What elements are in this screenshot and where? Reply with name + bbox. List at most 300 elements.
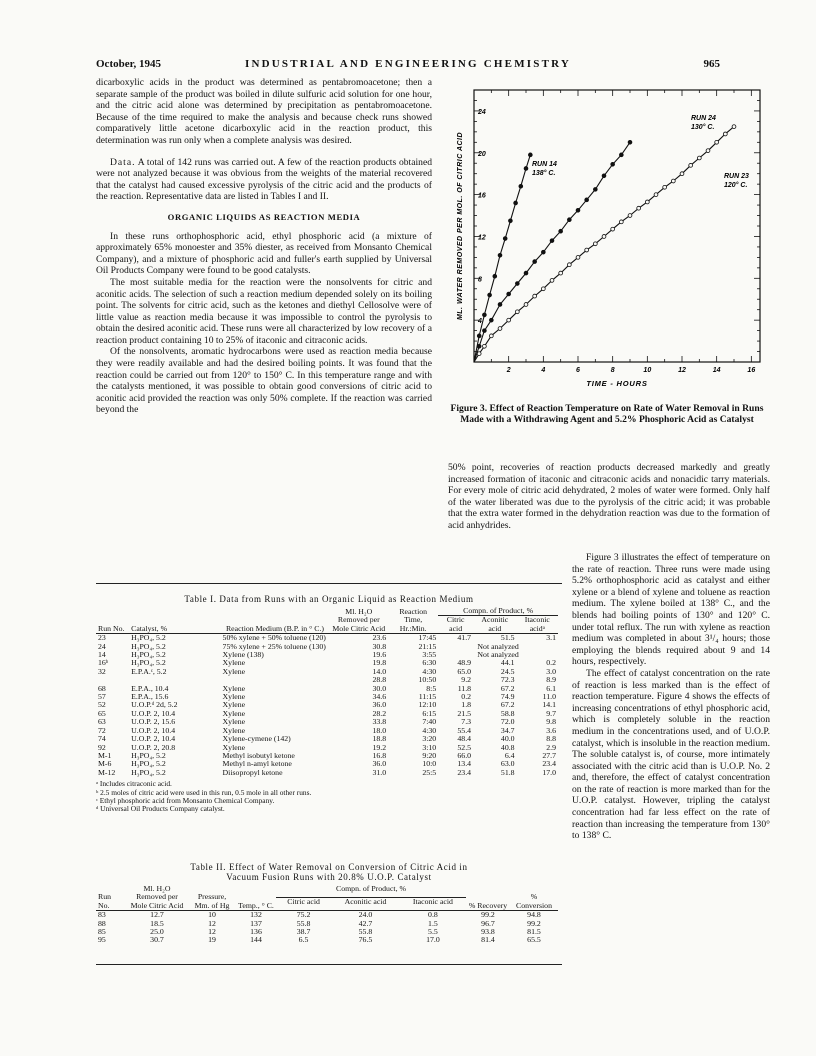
run24-point [541,250,545,254]
run-cell: 23 [98,633,106,643]
run23-point [715,140,719,144]
run-cell: 68 [98,683,106,693]
aconitic-cell: 40.0 [500,734,515,744]
run23-point [619,220,623,224]
x-tick-label: 14 [712,367,721,374]
run23-point [507,318,511,322]
catalyst-cell: U.O.P. 2, 15.6 [131,717,176,727]
y-tick-label: 4 [478,318,482,326]
t2-col-itaconic: Itaconic acid [412,897,453,906]
citric-cell: 55.8 [296,918,311,928]
table-2 [96,862,562,945]
water-cell: 34.6 [372,692,387,702]
run24-point [515,282,519,286]
itaconic-cell: 0.2 [546,658,556,668]
run14-point [498,253,502,257]
catalyst-cell: E.P.A., 15.6 [131,692,169,702]
itaconic-cell: 2.9 [546,742,556,752]
itaconic-cell: 9.7 [546,708,556,718]
catalyst-cell: U.O.P. 2, 20.8 [131,742,176,752]
table-2-title-line-2: Vacuum Fusion Runs with 20.8% U.O.P. Catalyst [226,872,432,882]
time-cell: 11:15 [418,692,437,702]
header-date: October, 1945 [96,58,161,70]
right-paragraph-2: Figure 3 illustrates the effect of temperature on the rate of reaction. Three runs were made using 5.2% orthophosphoric acid as catalyst and either xylene or a blend of xylene and toluene as reaction medium. The xylene boiled at 138° C., and the blends had boiling points of 130° and 120° C. under total reflux. The run with xylene as reaction medium was completed in about 3¹/₄ hours; those employing the blends required about 9 and 14 hours, respectively. [572,552,770,668]
time-cell: 12:10 [418,700,437,710]
data-run-in-label: Data. [110,156,136,168]
pressure-cell: 10 [208,910,216,920]
section-heading: ORGANIC LIQUIDS AS REACTION MEDIA [167,211,361,222]
citric-cell: 38.7 [296,927,311,937]
aconitic-cell: 63.0 [500,759,515,769]
table-2-title [96,862,562,882]
t1-col-compn: Compn. of Product, % [438,607,558,616]
left-column [96,77,432,416]
run23-point [671,179,675,183]
x-tick-label: 6 [576,367,580,374]
run23-point [689,163,693,167]
citric-cell: 48.9 [457,658,472,668]
x-tick-label: 12 [678,367,686,374]
itaconic-cell: 11.0 [542,692,556,702]
run23-point [559,271,563,275]
run23-point [550,279,554,283]
y-axis-label: ML. WATER REMOVED PER MOL. OF CITRIC ACID [457,131,464,321]
run-cell: 72 [98,725,106,735]
time-cell: 3:10 [422,742,437,752]
run23-temp-label: 120° C. [724,182,748,189]
water-cell: 25.0 [150,927,164,937]
recovery-cell: 96.7 [481,918,495,928]
t2-col-temp: Temp., ° C. [238,900,274,910]
aconitic-cell: 51.5 [500,633,515,643]
run-cell: M-1 [98,750,112,760]
recovery-cell: 93.8 [481,927,495,937]
run23-point [706,149,710,153]
citric-cell: 11.8 [457,683,472,693]
citric-cell: 7.3 [461,717,472,727]
run14-label: RUN 14 [532,161,557,168]
temp-cell: 137 [250,918,262,928]
table-1-footnotes [96,780,562,814]
water-cell: 18.8 [372,734,387,744]
medium-cell: Xylene [222,683,246,693]
y-tick-label: 20 [478,150,486,158]
run24-point [489,318,493,322]
citric-cell: 6.5 [298,935,309,945]
run24-point [602,174,606,178]
aconitic-cell: 58.8 [500,708,515,718]
run14-point [509,219,513,223]
table-1 [96,594,562,814]
time-cell: 7:40 [422,717,437,727]
t1-col-medium: Reaction Medium (B.P. in ° C.) [225,623,324,633]
conversion-cell: 65.5 [527,935,541,945]
aconitic-cell: 42.7 [358,918,373,928]
run-cell: 88 [98,918,106,928]
temp-cell: 132 [250,910,262,920]
water-cell: 12.7 [150,910,164,920]
time-cell: 17:45 [418,633,437,643]
t1-col-citric: Citric acid [446,615,465,633]
run24-point [524,271,528,275]
run23-point [593,242,597,246]
run-cell: 52 [98,700,106,710]
run23-point [611,227,615,231]
figure-3-caption: Figure 3. Effect of Reaction Temperature on Rate of Water Removal in Runs Made with a Withdrawing Agent and 5.2% Phosphoric Acid as Catalyst [450,403,764,425]
aconitic-cell: 72.3 [500,675,515,685]
itaconic-cell: 1.5 [428,918,438,928]
catalyst-cell: E.P.A.ᶜ, 5.2 [131,666,167,676]
catalyst-cell: U.O.P. 2, 10.4 [131,725,176,735]
run23-point [483,344,487,348]
time-cell: 6:30 [422,658,437,668]
run23-point [723,132,727,136]
itaconic-cell: 17.0 [542,767,556,777]
run24-point [576,208,580,212]
run23-point [645,200,649,204]
medium-cell: Xylene [222,717,246,727]
t1-col-catalyst: Catalyst, % [131,623,168,633]
water-cell: 28.8 [372,675,387,685]
aconitic-cell: 24.5 [500,666,515,676]
catalyst-cell: H₃PO₄, 5.2 [131,641,166,651]
run23-point [524,303,528,307]
itaconic-cell: 23.4 [542,759,556,769]
y-tick-label: 16 [478,192,486,200]
run24-point [477,344,481,348]
run23-curve [474,127,734,362]
medium-cell: Xylene [222,658,246,668]
medium-cell: 50% xylene + 50% toluene (120) [222,633,326,643]
water-cell: 30.0 [372,683,387,693]
t1-col-aconitic: Aconitic acid [481,615,509,633]
x-axis-label: TIME - HOURS [586,379,648,388]
figure-3-chart [446,80,770,398]
t1-col-water: Ml. H₂O Removed per Mole Citric Acid [332,607,386,633]
run-cell: 63 [98,717,106,727]
medium-cell: Methyl n-amyl ketone [222,759,292,769]
conversion-cell: 99.2 [527,918,541,928]
table-row [96,668,558,676]
run24-point [628,140,632,144]
aconitic-cell: 51.8 [500,767,515,777]
t2-col-pressure: Pressure, Mm. of Hg [194,892,230,910]
itaconic-cell: 9.8 [546,717,556,727]
run23-point [637,206,641,210]
run23-point [697,156,701,160]
itaconic-cell: 8.8 [546,734,556,744]
catalyst-cell: H₃PO₄, 5.2 [131,633,166,643]
intro-paragraph: dicarboxylic acids in the product was determined as pentabromoacetone; then a separate sample of the product was boiled in dilute sulfuric acid solution for one hour, and the citric acid alone was determined by precipitation as pentabromoacetone. Because of the time required to make the analysis and because check runs showed comparatively little acetone dicarboxylic acid in the reaction product, this determination was run only when a complete analysis was desired. [96,77,432,146]
run24-point [533,260,537,264]
run24-point [567,218,571,222]
water-cell: 18.5 [150,918,164,928]
catalyst-cell: H₃PO₄, 5.2 [131,767,166,777]
table-bottom-rule [96,964,562,965]
aconitic-cell: 67.2 [500,683,515,693]
itaconic-cell: 3.1 [546,633,556,643]
run23-point [576,255,580,259]
run23-point [489,334,493,338]
itaconic-cell: 14.1 [542,700,556,710]
right-paragraph-1: 50% point, recoveries of reaction products decreased markedly and greatly increased formation of itaconic and citraconic acids and nonacidic tarry materials. For every mole of citric acid dehydrated, 2 moles of water were formed. Only half of the water liberated was due to the pyrolysis of the citric acid; it was probable that the extra water formed in the dehydration reaction was due to the formation of acid anhydrides. [448,462,770,531]
nonsolvents-paragraph: Of the nonsolvents, aromatic hydrocarbons were used as reaction media because they were readily available and had the desired boiling points. It was found that the reaction could be carried out from 120° to 150° C. In this temperature range and with the catalysts mentioned, it was possible to obtain good conversions of citric acid to aconitic acid provided the reaction was only 50% complete. If the reaction was carried beyond the [96,346,432,416]
t1-col-run: Run No. [98,623,125,633]
time-cell: 8:5 [426,683,437,693]
t2-col-aconitic: Aconitic acid [344,897,387,906]
table-1-title: Table I. Data from Runs with an Organic Liquid as Reaction Medium [184,594,474,604]
citric-cell: 75.2 [296,910,311,920]
run24-point [619,153,623,157]
water-cell: 19.8 [372,658,387,668]
run14-point [477,334,481,338]
table-row [96,769,558,777]
run-cell: 92 [98,742,106,752]
t2-col-conversion: % Conversion [516,892,552,910]
run23-point [533,294,537,298]
time-cell: 25:5 [422,767,437,777]
t1-col-itaconic: Itaconic acidᵃ [524,615,550,633]
time-cell: 6:15 [422,708,437,718]
t2-col-compn: Compn. of Product, % [276,885,466,898]
run24-point [585,198,589,202]
recovery-cell: 99.2 [481,910,495,920]
citric-cell: 9.2 [461,675,472,685]
medium-cell: Xylene [222,700,246,710]
itaconic-cell: 3.0 [546,666,556,676]
medium-cell: Diisopropyl ketone [222,767,283,777]
run23-point [567,263,571,267]
run23-point [654,193,658,197]
run-cell: M-12 [98,767,116,777]
time-cell: 4:30 [422,666,437,676]
run-cell: 32 [98,666,106,676]
water-cell: 30.7 [150,935,164,945]
aconitic-cell: 24.0 [358,910,373,920]
right-column-upper [448,462,770,532]
media-paragraph: The most suitable media for the reaction were the nonsolvents for citric and aconitic acids. The selection of such a reaction medium depended solely on its boiling point. The solvents for citric acid, such as the ketones and diethyl Cellosolve were of little value as reaction media because it was impossible to control the pyrolysis to obtain the desired aconitic acid. These runs were all characterized by low recovery of a reaction product containing 10 to 25% of itaconic and citraconic acids. [96,276,432,346]
itaconic-cell: 5.5 [428,927,438,937]
water-cell: 31.0 [372,767,387,777]
run14-point [493,274,497,278]
pressure-cell: 12 [208,918,216,928]
aconitic-cell: 67.2 [500,700,515,710]
run24-point [559,229,563,233]
water-cell: 36.0 [372,700,387,710]
run24-point [593,187,597,191]
citric-cell: 21.5 [457,708,472,718]
aconitic-cell: 74.9 [500,692,515,702]
time-cell: 9:20 [422,750,437,760]
run-cell: M-6 [98,759,112,769]
table-1-grid [96,607,558,777]
table-2-grid [96,885,558,945]
running-header [96,58,720,74]
time-cell: 3:20 [422,734,437,744]
itaconic-cell: 6.1 [546,683,556,693]
catalyst-cell: E.P.A., 10.4 [131,683,169,693]
run23-label: RUN 23 [724,173,749,180]
medium-cell: Xylene [222,692,246,702]
citric-cell: 0.2 [461,692,472,702]
run24-label: RUN 24 [691,115,716,122]
run23-point [498,327,502,331]
run-cell: 74 [98,734,106,744]
temp-cell: 144 [250,935,262,945]
medium-cell: Xylene-cymene (142) [222,734,291,744]
conversion-cell: 94.8 [527,910,541,920]
medium-cell: Xylene [222,725,246,735]
aconitic-cell: 44.1 [500,658,515,668]
water-cell: 19.2 [372,742,387,752]
run23-point [515,310,519,314]
run14-point [524,167,528,171]
run24-point [498,303,502,307]
run23-point [477,352,481,356]
catalyst-cell: H₃PO₄, 5.2 [131,759,166,769]
catalyst-cell: U.O.P.ᵈ 2d, 5.2 [131,700,178,710]
water-cell: 28.2 [372,708,387,718]
catalyst-cell: U.O.P. 2, 10.4 [131,708,176,718]
run24-point [611,162,615,166]
run14-point [519,184,523,188]
run-cell: 95 [98,935,106,945]
catalyst-cell: H₃PO₄, 5.2 [131,750,166,760]
itaconic-cell: 27.7 [542,750,556,760]
run-cell: 85 [98,927,106,937]
x-tick-label: 2 [506,367,511,374]
figure-3 [446,80,770,398]
water-cell: 14.0 [372,666,387,676]
time-cell: 3:55 [422,650,437,660]
y-tick-label: 12 [478,234,486,242]
data-paragraph-text: A total of 142 runs was carried out. A few of the reaction products obtained were not analyzed because it was obvious from the weights of the material recovered that the catalyst had caused excessive pyrolysis of the citric acid and the products of the reaction. Representative data are listed in Tables I and II. [96,156,432,203]
citric-cell: 23.4 [457,767,472,777]
page-number: 965 [703,58,720,70]
x-tick-label: 16 [747,367,756,374]
run23-point [680,172,684,176]
aconitic-cell: 55.8 [358,927,373,937]
run14-point [528,153,532,157]
conversion-cell: 81.5 [527,927,541,937]
medium-cell: Xylene (138) [222,650,264,660]
citric-cell: Not analyzed [477,650,519,660]
table-1-note: ᵇ 2.5 moles of citric acid were used in this run, 0.5 mole in all other runs. [96,787,312,797]
run23-point [585,248,589,252]
t2-col-citric: Citric acid [287,897,320,906]
table-1-note: ᵈ Universal Oil Products Company catalyst. [96,804,225,814]
catalyst-cell: H₃PO₄, 5.2 [131,650,166,660]
x-tick-label: 8 [610,367,615,374]
water-cell: 30.8 [372,641,387,651]
itaconic-cell: 8.9 [546,675,556,685]
data-paragraph [96,157,432,203]
aconitic-cell: 6.4 [504,750,515,760]
run-cell: 24 [98,641,106,651]
citric-cell: 1.8 [461,700,472,710]
itaconic-cell: 17.0 [426,935,440,945]
citric-cell: 52.5 [457,742,472,752]
citric-cell: 65.0 [457,666,472,676]
t2-col-water: Ml. H₂O Removed per Mole Citric Acid [130,884,184,910]
run14-temp-label: 138° C. [532,170,556,177]
water-cell: 19.6 [372,650,387,660]
run14-point [488,293,492,297]
time-cell: 10:50 [418,675,437,685]
run24-temp-label: 130° C. [691,124,715,131]
run23-point [628,214,632,218]
t2-col-run: Run No. [98,892,111,910]
x-tick-label: 4 [541,367,546,374]
itaconic-cell: 0.8 [428,910,438,920]
water-cell: 36.0 [372,759,387,769]
table-1-note: ᵃ Includes citraconic acid. [96,779,172,789]
temp-cell: 136 [250,927,262,937]
time-cell: 10:0 [422,759,437,769]
t2-col-recovery: % Recovery [468,900,508,910]
table-2-title-line-1: Table II. Effect of Water Removal on Conversion of Citric Acid in [190,862,468,872]
citric-cell: 48.4 [457,734,472,744]
run23-point [541,287,545,291]
recovery-cell: 81.4 [481,935,495,945]
medium-cell: Xylene [222,742,246,752]
x-tick-label: 10 [643,367,652,374]
water-cell: 33.8 [372,717,387,727]
water-cell: 23.6 [372,633,387,643]
citric-cell: 55.4 [457,725,472,735]
water-cell: 16.8 [372,750,387,760]
run14-point [483,313,487,317]
run23-point [732,125,736,129]
pressure-cell: 12 [208,927,216,937]
run23-point [602,235,606,239]
right-paragraph-3: The effect of catalyst concentration on the rate of reaction is less marked than is the effect of reaction temperature. Figure 4 shows the effects of increasing concentrations of ethyl phosphoric acid, which is completely soluble in the reaction medium in the concentrations used, and of U.O.P. catalyst, which is insoluble in the reaction medium. The soluble catalyst is, of course, more intimately associated with the citric acid than is U.O.P. No. 2 and, therefore, the effect of catalyst concentration on the rate of reaction is more marked than for the U.O.P. catalyst. However, tripling the catalyst concentration had far less effect on the rate of reaction than increasing the temperature from 130° to 138° C. [572,667,770,842]
t1-col-time: Reaction Time, Hr.:Min. [399,607,428,633]
run23-point [663,185,667,189]
medium-cell: Xylene [222,708,246,718]
aconitic-cell: 76.5 [358,935,373,945]
medium-cell: Methyl isobutyl ketone [222,750,295,760]
run-cell: 65 [98,708,106,718]
run24-point [507,292,511,296]
time-cell: 4:30 [422,725,437,735]
run-cell: 57 [98,692,106,702]
itaconic-cell: 3.6 [546,725,556,735]
right-column-lower [572,552,770,842]
aconitic-cell: 34.7 [500,725,515,735]
run24-point [483,329,487,333]
time-cell: 21:15 [418,641,437,651]
medium-cell: Xylene [222,666,246,676]
y-tick-label: 24 [478,108,486,116]
table-top-rule [96,583,562,584]
citric-cell: Not analyzed [477,641,519,651]
y-tick-label: 8 [478,276,482,284]
citric-cell: 13.4 [457,759,472,769]
run14-point [503,237,507,241]
catalysts-paragraph: In these runs orthophosphoric acid, ethyl phosphoric acid (a mixture of approximately 65% monoester and 35% diester, as received from Monsanto Chemical Company), and a mixture of phosphoric acid and fuller's earth supplied by Universal Oil Products Company were found to be good catalysts. [96,230,432,277]
citric-cell: 66.0 [457,750,472,760]
table-row [96,936,558,944]
aconitic-cell: 72.0 [500,717,515,727]
run14-point [514,201,518,205]
run-cell: 16ᵇ [98,658,109,668]
catalyst-cell: U.O.P. 2, 10.4 [131,734,176,744]
pressure-cell: 19 [208,935,216,945]
aconitic-cell: 40.8 [500,742,515,752]
run-cell: 83 [98,910,106,920]
medium-cell: 75% xylene + 25% toluene (130) [222,641,326,651]
